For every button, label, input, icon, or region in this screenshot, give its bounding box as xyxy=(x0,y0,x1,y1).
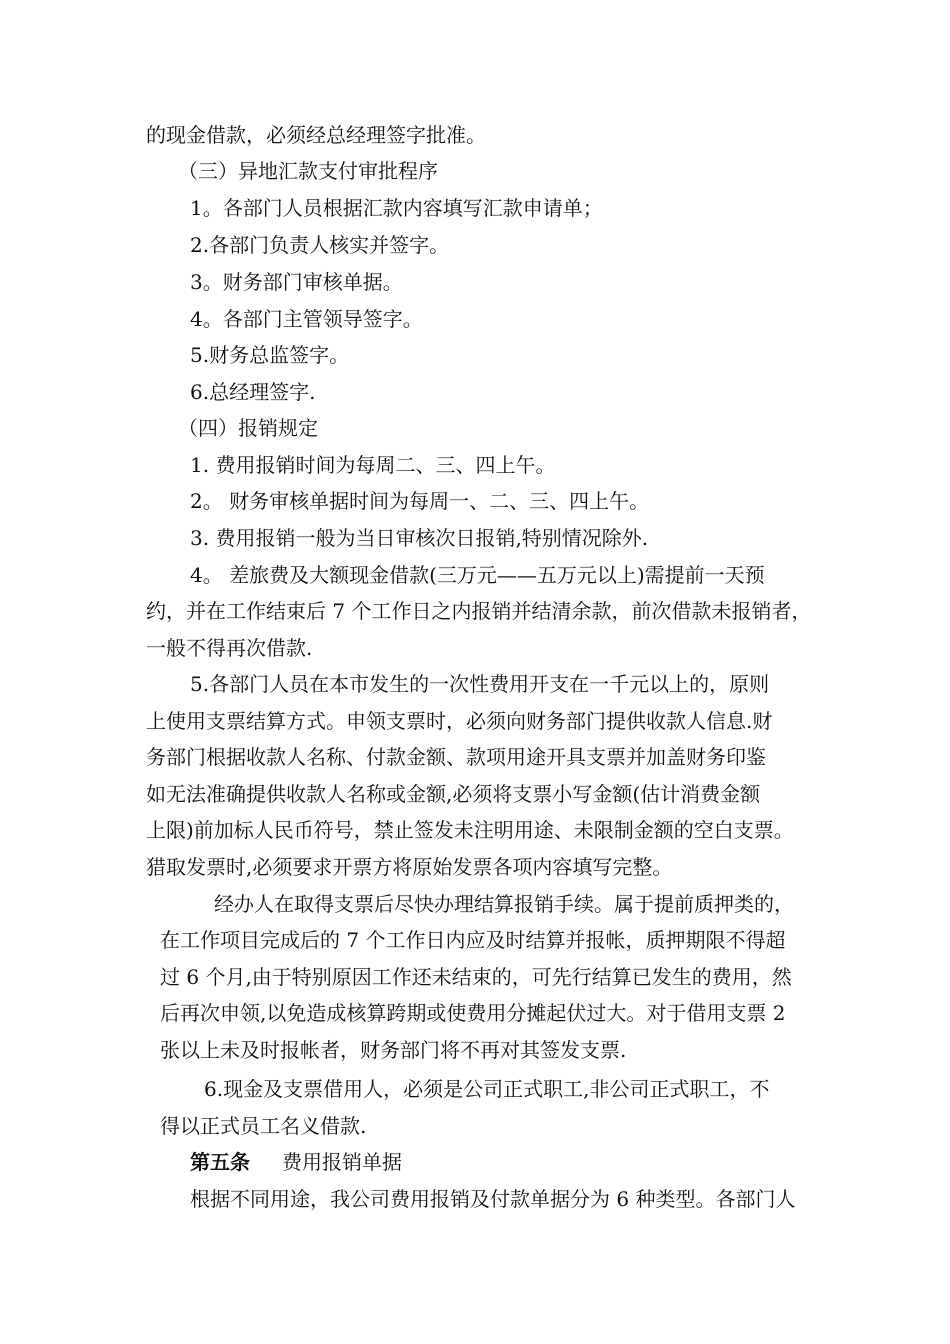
paragraph-line: 张以上未及时报帐者，财务部门将不再对其签发支票. xyxy=(160,1038,627,1062)
section-heading: （四）报销规定 xyxy=(178,416,318,440)
paragraph-line: 4。 差旅费及大额现金借款(三万元——五万元以上)需提前一天预 xyxy=(190,563,765,587)
paragraph-line: 的现金借款，必须经总经理签字批准。 xyxy=(146,123,486,147)
paragraph-line: 5.各部门人员在本市发生的一次性费用开支在一千元以上的，原则 xyxy=(190,672,770,696)
paragraph-line: 如无法准确提供收款人名称或金额,必须将支票小写金额(估计消费金额 xyxy=(146,782,761,806)
paragraph-line: 过 6 个月,由于特别原因工作还未结束的，可先行结算已发生的费用，然 xyxy=(160,965,792,989)
paragraph-line: 务部门根据收款人名称、付款金额、款项用途开具支票并加盖财务印鉴 xyxy=(146,745,766,769)
paragraph-line: 得以正式员工名义借款. xyxy=(160,1114,367,1138)
paragraph-line: 经办人在取得支票后尽快办理结算报销手续。属于提前质押类的， xyxy=(214,892,794,916)
paragraph-line: 一般不得再次借款. xyxy=(146,636,313,660)
article-number: 第五条 xyxy=(190,1150,250,1174)
list-item: 5.财务总监签字。 xyxy=(190,343,350,367)
list-item: 1。各部门人员根据汇款内容填写汇款申请单； xyxy=(190,196,603,220)
paragraph-line: 猎取发票时,必须要求开票方将原始发票各项内容填写完整。 xyxy=(146,855,673,879)
paragraph-line: 6.现金及支票借用人，必须是公司正式职工,非公司正式职工，不 xyxy=(204,1077,770,1101)
list-item: 3。财务部门审核单据。 xyxy=(190,270,403,294)
list-item: 6.总经理签字. xyxy=(190,380,316,404)
paragraph-line: 上使用支票结算方式。申领支票时，必须向财务部门提供收款人信息.财 xyxy=(146,709,773,733)
paragraph-line: 在工作项目完成后的 7 个工作日内应及时结算并报帐，质押期限不得超 xyxy=(160,928,786,952)
paragraph-line: 约，并在工作结束后 7 个工作日之内报销并结清余款，前次借款未报销者， xyxy=(146,599,812,623)
article-title: 费用报销单据 xyxy=(282,1150,402,1174)
section-heading: （三）异地汇款支付审批程序 xyxy=(178,159,438,183)
paragraph-line: 根据不同用途，我公司费用报销及付款单据分为 6 种类型。各部门人 xyxy=(190,1187,796,1211)
paragraph-line: 上限)前加标人民币符号，禁止签发未注明用途、未限制金额的空白支票。 xyxy=(146,818,794,842)
list-item: 1. 费用报销时间为每周二、三、四上午。 xyxy=(190,453,556,477)
list-item: 2.各部门负责人核实并签字。 xyxy=(190,233,450,257)
paragraph-line: 后再次申领,以免造成核算跨期或使费用分摊起伏过大。对于借用支票 2 xyxy=(160,1001,786,1025)
list-item: 2。 财务审核单据时间为每周一、二、三、四上午。 xyxy=(190,489,650,513)
list-item: 3. 费用报销一般为当日审核次日报销,特别情况除外. xyxy=(190,526,649,550)
list-item: 4。各部门主管领导签字。 xyxy=(190,307,423,331)
